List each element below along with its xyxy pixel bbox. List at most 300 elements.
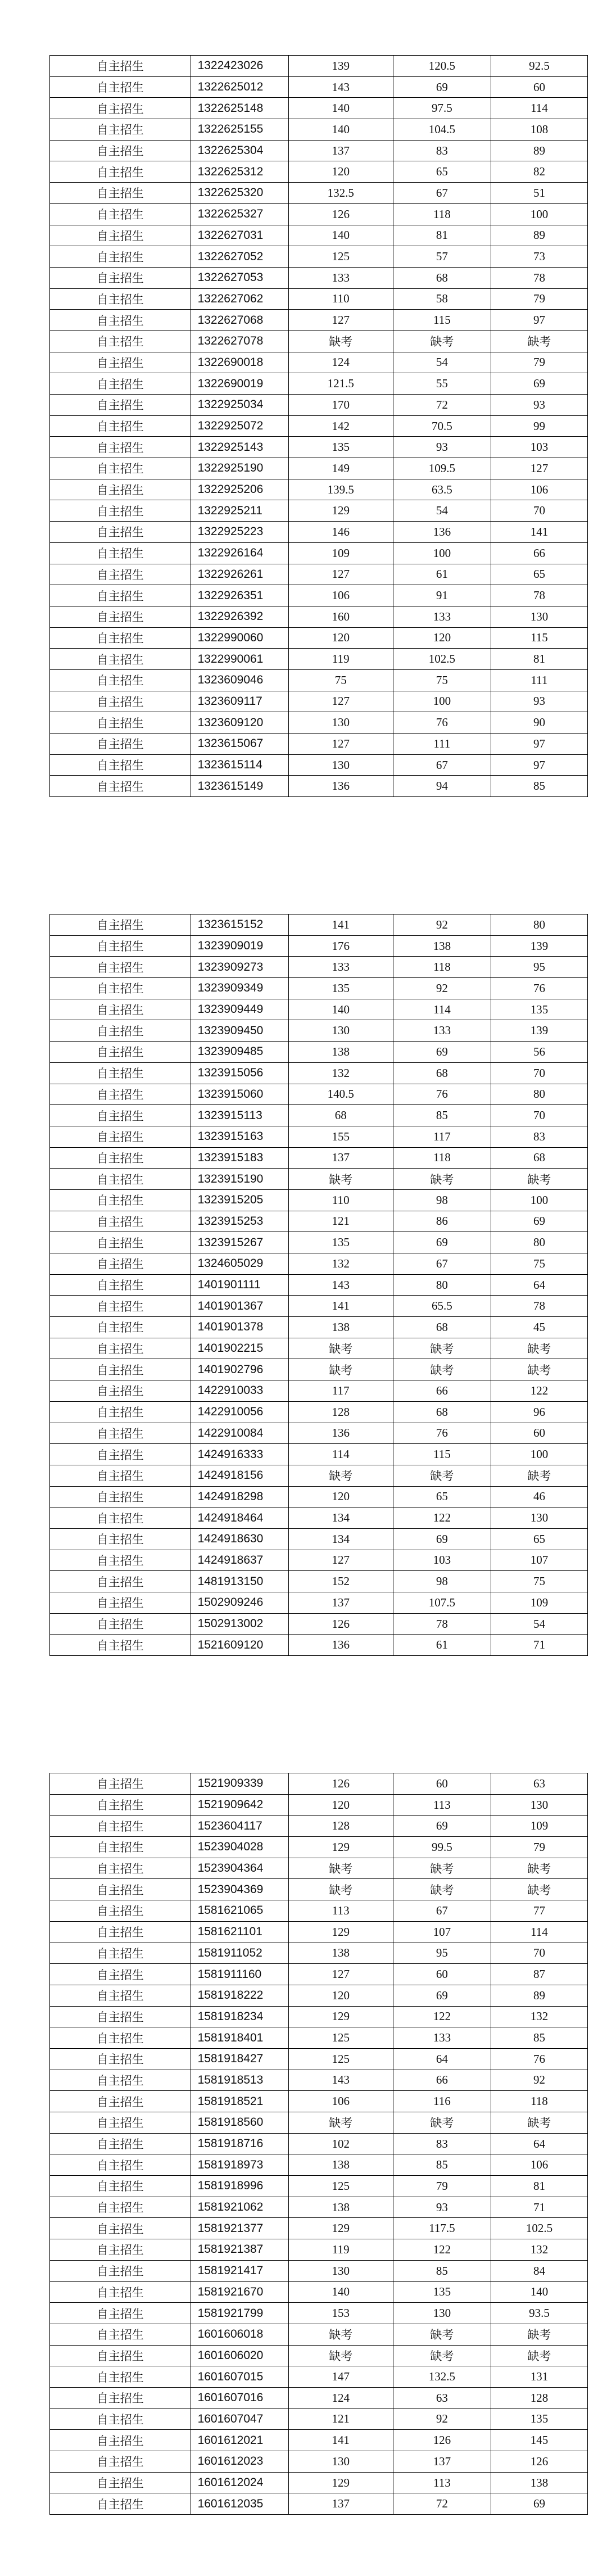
category-cell: 自主招生 [50, 76, 191, 98]
score-2-cell: 81 [393, 225, 491, 246]
table-row [50, 331, 588, 352]
category-cell: 自主招生 [50, 2218, 191, 2239]
score-1-cell: 124 [288, 352, 393, 373]
exam-id-cell: 1424918464 [191, 1507, 288, 1529]
exam-id-cell: 1323609046 [191, 669, 288, 691]
exam-id-cell: 1323609120 [191, 712, 288, 734]
score-3-cell: 79 [491, 352, 587, 373]
score-2-cell: 64 [393, 2048, 491, 2070]
table-row [50, 1062, 588, 1084]
score-3-cell: 70 [491, 1943, 587, 1964]
table-row [50, 225, 588, 246]
table-row [50, 1592, 588, 1614]
score-3-cell: 93.5 [491, 2303, 587, 2324]
score-1-cell: 110 [288, 288, 393, 310]
table-row [50, 1444, 588, 1465]
exam-id-cell: 1322627031 [191, 225, 288, 246]
exam-id-cell: 1581921417 [191, 2260, 288, 2281]
score-1-cell: 102 [288, 2133, 393, 2154]
category-cell: 自主招生 [50, 2154, 191, 2176]
category-cell: 自主招生 [50, 2303, 191, 2324]
score-1-cell: 106 [288, 585, 393, 606]
table-row [50, 288, 588, 310]
category-cell: 自主招生 [50, 2281, 191, 2303]
exam-id-cell: 1323915056 [191, 1062, 288, 1084]
exam-id-cell: 1323615149 [191, 776, 288, 797]
table-row [50, 352, 588, 373]
score-3-cell: 80 [491, 1084, 587, 1105]
score-2-cell: 107.5 [393, 1592, 491, 1614]
score-1-cell: 119 [288, 649, 393, 670]
exam-id-cell: 1581918234 [191, 2006, 288, 2027]
score-2-cell: 80 [393, 1274, 491, 1296]
score-1-cell: 缺考 [288, 1359, 393, 1380]
score-1-cell: 130 [288, 1020, 393, 1042]
score-3-cell: 71 [491, 1635, 587, 1656]
table-row [50, 2387, 588, 2409]
category-cell: 自主招生 [50, 669, 191, 691]
score-1-cell: 139 [288, 56, 393, 77]
table-row [50, 2070, 588, 2091]
table-row [50, 1084, 588, 1105]
score-1-cell: 176 [288, 935, 393, 957]
score-2-cell: 92 [393, 978, 491, 999]
score-3-cell: 97 [491, 734, 587, 755]
table-row [50, 1401, 588, 1423]
table-row [50, 2324, 588, 2345]
category-cell: 自主招生 [50, 978, 191, 999]
category-cell: 自主招生 [50, 542, 191, 564]
score-1-cell: 119 [288, 2239, 393, 2261]
category-cell: 自主招生 [50, 1317, 191, 1338]
score-3-cell: 76 [491, 978, 587, 999]
table-row [50, 1232, 588, 1253]
score-2-cell: 115 [393, 310, 491, 331]
score-1-cell: 缺考 [288, 1169, 393, 1190]
score-3-cell: 45 [491, 1317, 587, 1338]
score-2-cell: 58 [393, 288, 491, 310]
category-cell: 自主招生 [50, 1042, 191, 1063]
score-3-cell: 89 [491, 1985, 587, 2006]
exam-id-cell: 1322625312 [191, 161, 288, 183]
table-row [50, 1296, 588, 1317]
score-1-cell: 125 [288, 246, 393, 268]
category-cell: 自主招生 [50, 1943, 191, 1964]
score-1-cell: 109 [288, 542, 393, 564]
score-3-cell: 79 [491, 288, 587, 310]
category-cell: 自主招生 [50, 1465, 191, 1486]
exam-id-cell: 1581921062 [191, 2197, 288, 2218]
exam-id-cell: 1323615067 [191, 734, 288, 755]
score-3-cell: 缺考 [491, 2345, 587, 2366]
category-cell: 自主招生 [50, 1528, 191, 1550]
score-2-cell: 133 [393, 2027, 491, 2049]
table-row [50, 2430, 588, 2451]
score-1-cell: 132.5 [288, 183, 393, 204]
score-2-cell: 118 [393, 203, 491, 225]
score-2-cell: 缺考 [393, 2112, 491, 2134]
score-1-cell: 缺考 [288, 1338, 393, 1359]
exam-id-cell: 1581918513 [191, 2070, 288, 2091]
category-cell: 自主招生 [50, 2387, 191, 2409]
exam-id-cell: 1322625327 [191, 203, 288, 225]
exam-id-cell: 1323915113 [191, 1105, 288, 1126]
category-cell: 自主招生 [50, 1423, 191, 1444]
exam-id-cell: 1424918298 [191, 1486, 288, 1507]
score-2-cell: 69 [393, 1816, 491, 1837]
exam-id-cell: 1401901111 [191, 1274, 288, 1296]
exam-id-cell: 1323915183 [191, 1147, 288, 1169]
category-cell: 自主招生 [50, 585, 191, 606]
category-cell: 自主招生 [50, 1020, 191, 1042]
score-2-cell: 67 [393, 183, 491, 204]
score-1-cell: 149 [288, 458, 393, 479]
score-3-cell: 75 [491, 1253, 587, 1275]
score-1-cell: 147 [288, 2366, 393, 2388]
exam-id-cell: 1581911052 [191, 1943, 288, 1964]
score-1-cell: 137 [288, 140, 393, 161]
category-cell: 自主招生 [50, 225, 191, 246]
category-cell: 自主招生 [50, 415, 191, 437]
category-cell: 自主招生 [50, 437, 191, 458]
category-cell: 自主招生 [50, 2176, 191, 2197]
exam-id-cell: 1322625148 [191, 98, 288, 119]
score-3-cell: 139 [491, 935, 587, 957]
exam-id-cell: 1322926261 [191, 564, 288, 585]
score-1-cell: 125 [288, 2027, 393, 2049]
table-row [50, 2281, 588, 2303]
score-2-cell: 68 [393, 267, 491, 288]
score-1-cell: 153 [288, 2303, 393, 2324]
score-1-cell: 138 [288, 2154, 393, 2176]
score-3-cell: 81 [491, 649, 587, 670]
score-2-cell: 86 [393, 1211, 491, 1232]
score-3-cell: 106 [491, 2154, 587, 2176]
score-2-cell: 75 [393, 669, 491, 691]
exam-id-cell: 1322990061 [191, 649, 288, 670]
score-1-cell: 135 [288, 1232, 393, 1253]
table-row [50, 1507, 588, 1529]
score-2-cell: 69 [393, 1232, 491, 1253]
category-cell: 自主招生 [50, 691, 191, 712]
table-row [50, 1189, 588, 1211]
exam-id-cell: 1323909450 [191, 1020, 288, 1042]
table-row [50, 2218, 588, 2239]
score-3-cell: 78 [491, 1296, 587, 1317]
score-2-cell: 65 [393, 161, 491, 183]
exam-id-cell: 1322627062 [191, 288, 288, 310]
score-3-cell: 128 [491, 2387, 587, 2409]
exam-id-cell: 1523904369 [191, 1879, 288, 1900]
exam-id-cell: 1424918156 [191, 1465, 288, 1486]
score-3-cell: 92 [491, 2070, 587, 2091]
table-row [50, 669, 588, 691]
exam-id-cell: 1401901378 [191, 1317, 288, 1338]
table-row [50, 1964, 588, 1985]
category-cell: 自主招生 [50, 1169, 191, 1190]
score-3-cell: 51 [491, 183, 587, 204]
exam-id-cell: 1601606020 [191, 2345, 288, 2366]
exam-id-cell: 1481913150 [191, 1571, 288, 1592]
exam-id-cell: 1324605029 [191, 1253, 288, 1275]
category-cell: 自主招生 [50, 1126, 191, 1147]
exam-id-cell: 1322990060 [191, 627, 288, 649]
score-2-cell: 91 [393, 585, 491, 606]
score-1-cell: 127 [288, 310, 393, 331]
score-2-cell: 85 [393, 2260, 491, 2281]
category-cell: 自主招生 [50, 1507, 191, 1529]
category-cell: 自主招生 [50, 246, 191, 268]
score-2-cell: 99.5 [393, 1837, 491, 1858]
table-row [50, 1837, 588, 1858]
category-cell: 自主招生 [50, 522, 191, 543]
score-3-cell: 97 [491, 310, 587, 331]
table-body [50, 914, 588, 1656]
score-1-cell: 137 [288, 1147, 393, 1169]
table-row [50, 1921, 588, 1943]
exam-id-cell: 1581918427 [191, 2048, 288, 2070]
category-cell: 自主招生 [50, 2366, 191, 2388]
score-3-cell: 缺考 [491, 331, 587, 352]
score-3-cell: 85 [491, 776, 587, 797]
score-3-cell: 77 [491, 1900, 587, 1922]
table-row [50, 1105, 588, 1126]
score-3-cell: 99 [491, 415, 587, 437]
score-1-cell: 134 [288, 1507, 393, 1529]
score-3-cell: 97 [491, 754, 587, 776]
exam-id-cell: 1323609117 [191, 691, 288, 712]
exam-id-cell: 1322926164 [191, 542, 288, 564]
exam-id-cell: 1424918637 [191, 1550, 288, 1571]
score-2-cell: 100 [393, 691, 491, 712]
score-1-cell: 130 [288, 712, 393, 734]
category-cell: 自主招生 [50, 2112, 191, 2134]
table-row [50, 1858, 588, 1879]
score-1-cell: 128 [288, 1401, 393, 1423]
score-1-cell: 126 [288, 203, 393, 225]
score-2-cell: 137 [393, 2451, 491, 2473]
table-row [50, 2197, 588, 2218]
score-1-cell: 106 [288, 2091, 393, 2112]
exam-id-cell: 1581921799 [191, 2303, 288, 2324]
score-2-cell: 63.5 [393, 479, 491, 500]
score-3-cell: 83 [491, 1126, 587, 1147]
table-row [50, 2239, 588, 2261]
table-row [50, 734, 588, 755]
table-row [50, 76, 588, 98]
category-cell: 自主招生 [50, 1084, 191, 1105]
score-1-cell: 125 [288, 2048, 393, 2070]
score-1-cell: 75 [288, 669, 393, 691]
score-3-cell: 60 [491, 1423, 587, 1444]
score-1-cell: 133 [288, 957, 393, 978]
category-cell: 自主招生 [50, 288, 191, 310]
score-1-cell: 136 [288, 776, 393, 797]
category-cell: 自主招生 [50, 2070, 191, 2091]
score-table-2 [49, 914, 588, 1656]
table-row [50, 2366, 588, 2388]
table-row [50, 479, 588, 500]
score-3-cell: 127 [491, 458, 587, 479]
category-cell: 自主招生 [50, 310, 191, 331]
table-row [50, 1317, 588, 1338]
score-3-cell: 缺考 [491, 1879, 587, 1900]
score-1-cell: 140.5 [288, 1084, 393, 1105]
exam-id-cell: 1424918630 [191, 1528, 288, 1550]
score-3-cell: 141 [491, 522, 587, 543]
score-2-cell: 117 [393, 1126, 491, 1147]
score-3-cell: 100 [491, 203, 587, 225]
score-2-cell: 66 [393, 2070, 491, 2091]
category-cell: 自主招生 [50, 1964, 191, 1985]
score-2-cell: 76 [393, 1423, 491, 1444]
table-row [50, 935, 588, 957]
category-cell: 自主招生 [50, 2048, 191, 2070]
score-3-cell: 103 [491, 437, 587, 458]
table-row [50, 1550, 588, 1571]
score-1-cell: 133 [288, 267, 393, 288]
score-3-cell: 135 [491, 999, 587, 1020]
exam-id-cell: 1322690019 [191, 373, 288, 395]
score-1-cell: 141 [288, 914, 393, 936]
score-1-cell: 135 [288, 978, 393, 999]
score-1-cell: 129 [288, 2218, 393, 2239]
category-cell: 自主招生 [50, 1232, 191, 1253]
category-cell: 自主招生 [50, 776, 191, 797]
score-2-cell: 缺考 [393, 1338, 491, 1359]
exam-id-cell: 1323615114 [191, 754, 288, 776]
score-1-cell: 125 [288, 2176, 393, 2197]
score-3-cell: 102.5 [491, 2218, 587, 2239]
score-2-cell: 68 [393, 1401, 491, 1423]
category-cell: 自主招生 [50, 119, 191, 141]
score-2-cell: 122 [393, 2239, 491, 2261]
score-2-cell: 69 [393, 1985, 491, 2006]
score-2-cell: 92 [393, 2409, 491, 2430]
category-cell: 自主招生 [50, 1062, 191, 1084]
exam-id-cell: 1523604117 [191, 1816, 288, 1837]
category-cell: 自主招生 [50, 734, 191, 755]
table-row [50, 415, 588, 437]
score-3-cell: 缺考 [491, 1338, 587, 1359]
exam-id-cell: 1322925143 [191, 437, 288, 458]
score-1-cell: 140 [288, 2281, 393, 2303]
exam-id-cell: 1581918973 [191, 2154, 288, 2176]
category-cell: 自主招生 [50, 1105, 191, 1126]
table-row [50, 606, 588, 627]
score-2-cell: 113 [393, 1794, 491, 1816]
exam-id-cell: 1601612021 [191, 2430, 288, 2451]
score-table-3 [49, 1773, 588, 2515]
score-2-cell: 83 [393, 2133, 491, 2154]
score-1-cell: 142 [288, 415, 393, 437]
category-cell: 自主招生 [50, 2345, 191, 2366]
score-1-cell: 132 [288, 1062, 393, 1084]
score-3-cell: 缺考 [491, 1359, 587, 1380]
score-3-cell: 65 [491, 1528, 587, 1550]
exam-id-cell: 1401901367 [191, 1296, 288, 1317]
score-3-cell: 69 [491, 373, 587, 395]
score-3-cell: 139 [491, 1020, 587, 1042]
exam-id-cell: 1323915205 [191, 1189, 288, 1211]
table-row [50, 1042, 588, 1063]
exam-id-cell: 1322925206 [191, 479, 288, 500]
category-cell: 自主招生 [50, 1858, 191, 1879]
score-1-cell: 143 [288, 1274, 393, 1296]
score-2-cell: 109.5 [393, 458, 491, 479]
score-2-cell: 69 [393, 76, 491, 98]
exam-id-cell: 1581621065 [191, 1900, 288, 1922]
exam-id-cell: 1581918222 [191, 1985, 288, 2006]
score-2-cell: 67 [393, 1900, 491, 1922]
category-cell: 自主招生 [50, 1338, 191, 1359]
exam-id-cell: 1601612024 [191, 2472, 288, 2493]
category-cell: 自主招生 [50, 2324, 191, 2345]
table-row [50, 914, 588, 936]
score-3-cell: 64 [491, 1274, 587, 1296]
category-cell: 自主招生 [50, 1486, 191, 1507]
table-row [50, 1338, 588, 1359]
category-cell: 自主招生 [50, 754, 191, 776]
score-2-cell: 60 [393, 1964, 491, 1985]
score-2-cell: 54 [393, 352, 491, 373]
table-row [50, 585, 588, 606]
exam-id-cell: 1322627052 [191, 246, 288, 268]
exam-id-cell: 1322925072 [191, 415, 288, 437]
table-row [50, 2154, 588, 2176]
score-3-cell: 130 [491, 1794, 587, 1816]
table-row [50, 957, 588, 978]
score-3-cell: 70 [491, 1062, 587, 1084]
category-cell: 自主招生 [50, 2451, 191, 2473]
exam-id-cell: 1322627053 [191, 267, 288, 288]
category-cell: 自主招生 [50, 1296, 191, 1317]
table-row [50, 2112, 588, 2134]
score-3-cell: 118 [491, 2091, 587, 2112]
table-row [50, 1486, 588, 1507]
score-3-cell: 75 [491, 1571, 587, 1592]
score-3-cell: 122 [491, 1380, 587, 1402]
category-cell: 自主招生 [50, 2006, 191, 2027]
table-row [50, 1274, 588, 1296]
table-row [50, 437, 588, 458]
exam-id-cell: 1323915163 [191, 1126, 288, 1147]
score-2-cell: 72 [393, 395, 491, 416]
table-row [50, 1985, 588, 2006]
score-3-cell: 93 [491, 395, 587, 416]
table-row [50, 1423, 588, 1444]
score-1-cell: 141 [288, 2430, 393, 2451]
exam-id-cell: 1581918716 [191, 2133, 288, 2154]
score-1-cell: 129 [288, 1921, 393, 1943]
score-2-cell: 93 [393, 437, 491, 458]
score-1-cell: 141 [288, 1296, 393, 1317]
table-row [50, 522, 588, 543]
category-cell: 自主招生 [50, 1921, 191, 1943]
table-row [50, 978, 588, 999]
table-row [50, 161, 588, 183]
exam-id-cell: 1581918996 [191, 2176, 288, 2197]
score-2-cell: 69 [393, 1528, 491, 1550]
score-3-cell: 130 [491, 606, 587, 627]
score-1-cell: 127 [288, 691, 393, 712]
category-cell: 自主招生 [50, 1401, 191, 1423]
table-row [50, 1528, 588, 1550]
exam-id-cell: 1581921377 [191, 2218, 288, 2239]
score-3-cell: 46 [491, 1486, 587, 1507]
score-1-cell: 120 [288, 1794, 393, 1816]
exam-id-cell: 1322925223 [191, 522, 288, 543]
